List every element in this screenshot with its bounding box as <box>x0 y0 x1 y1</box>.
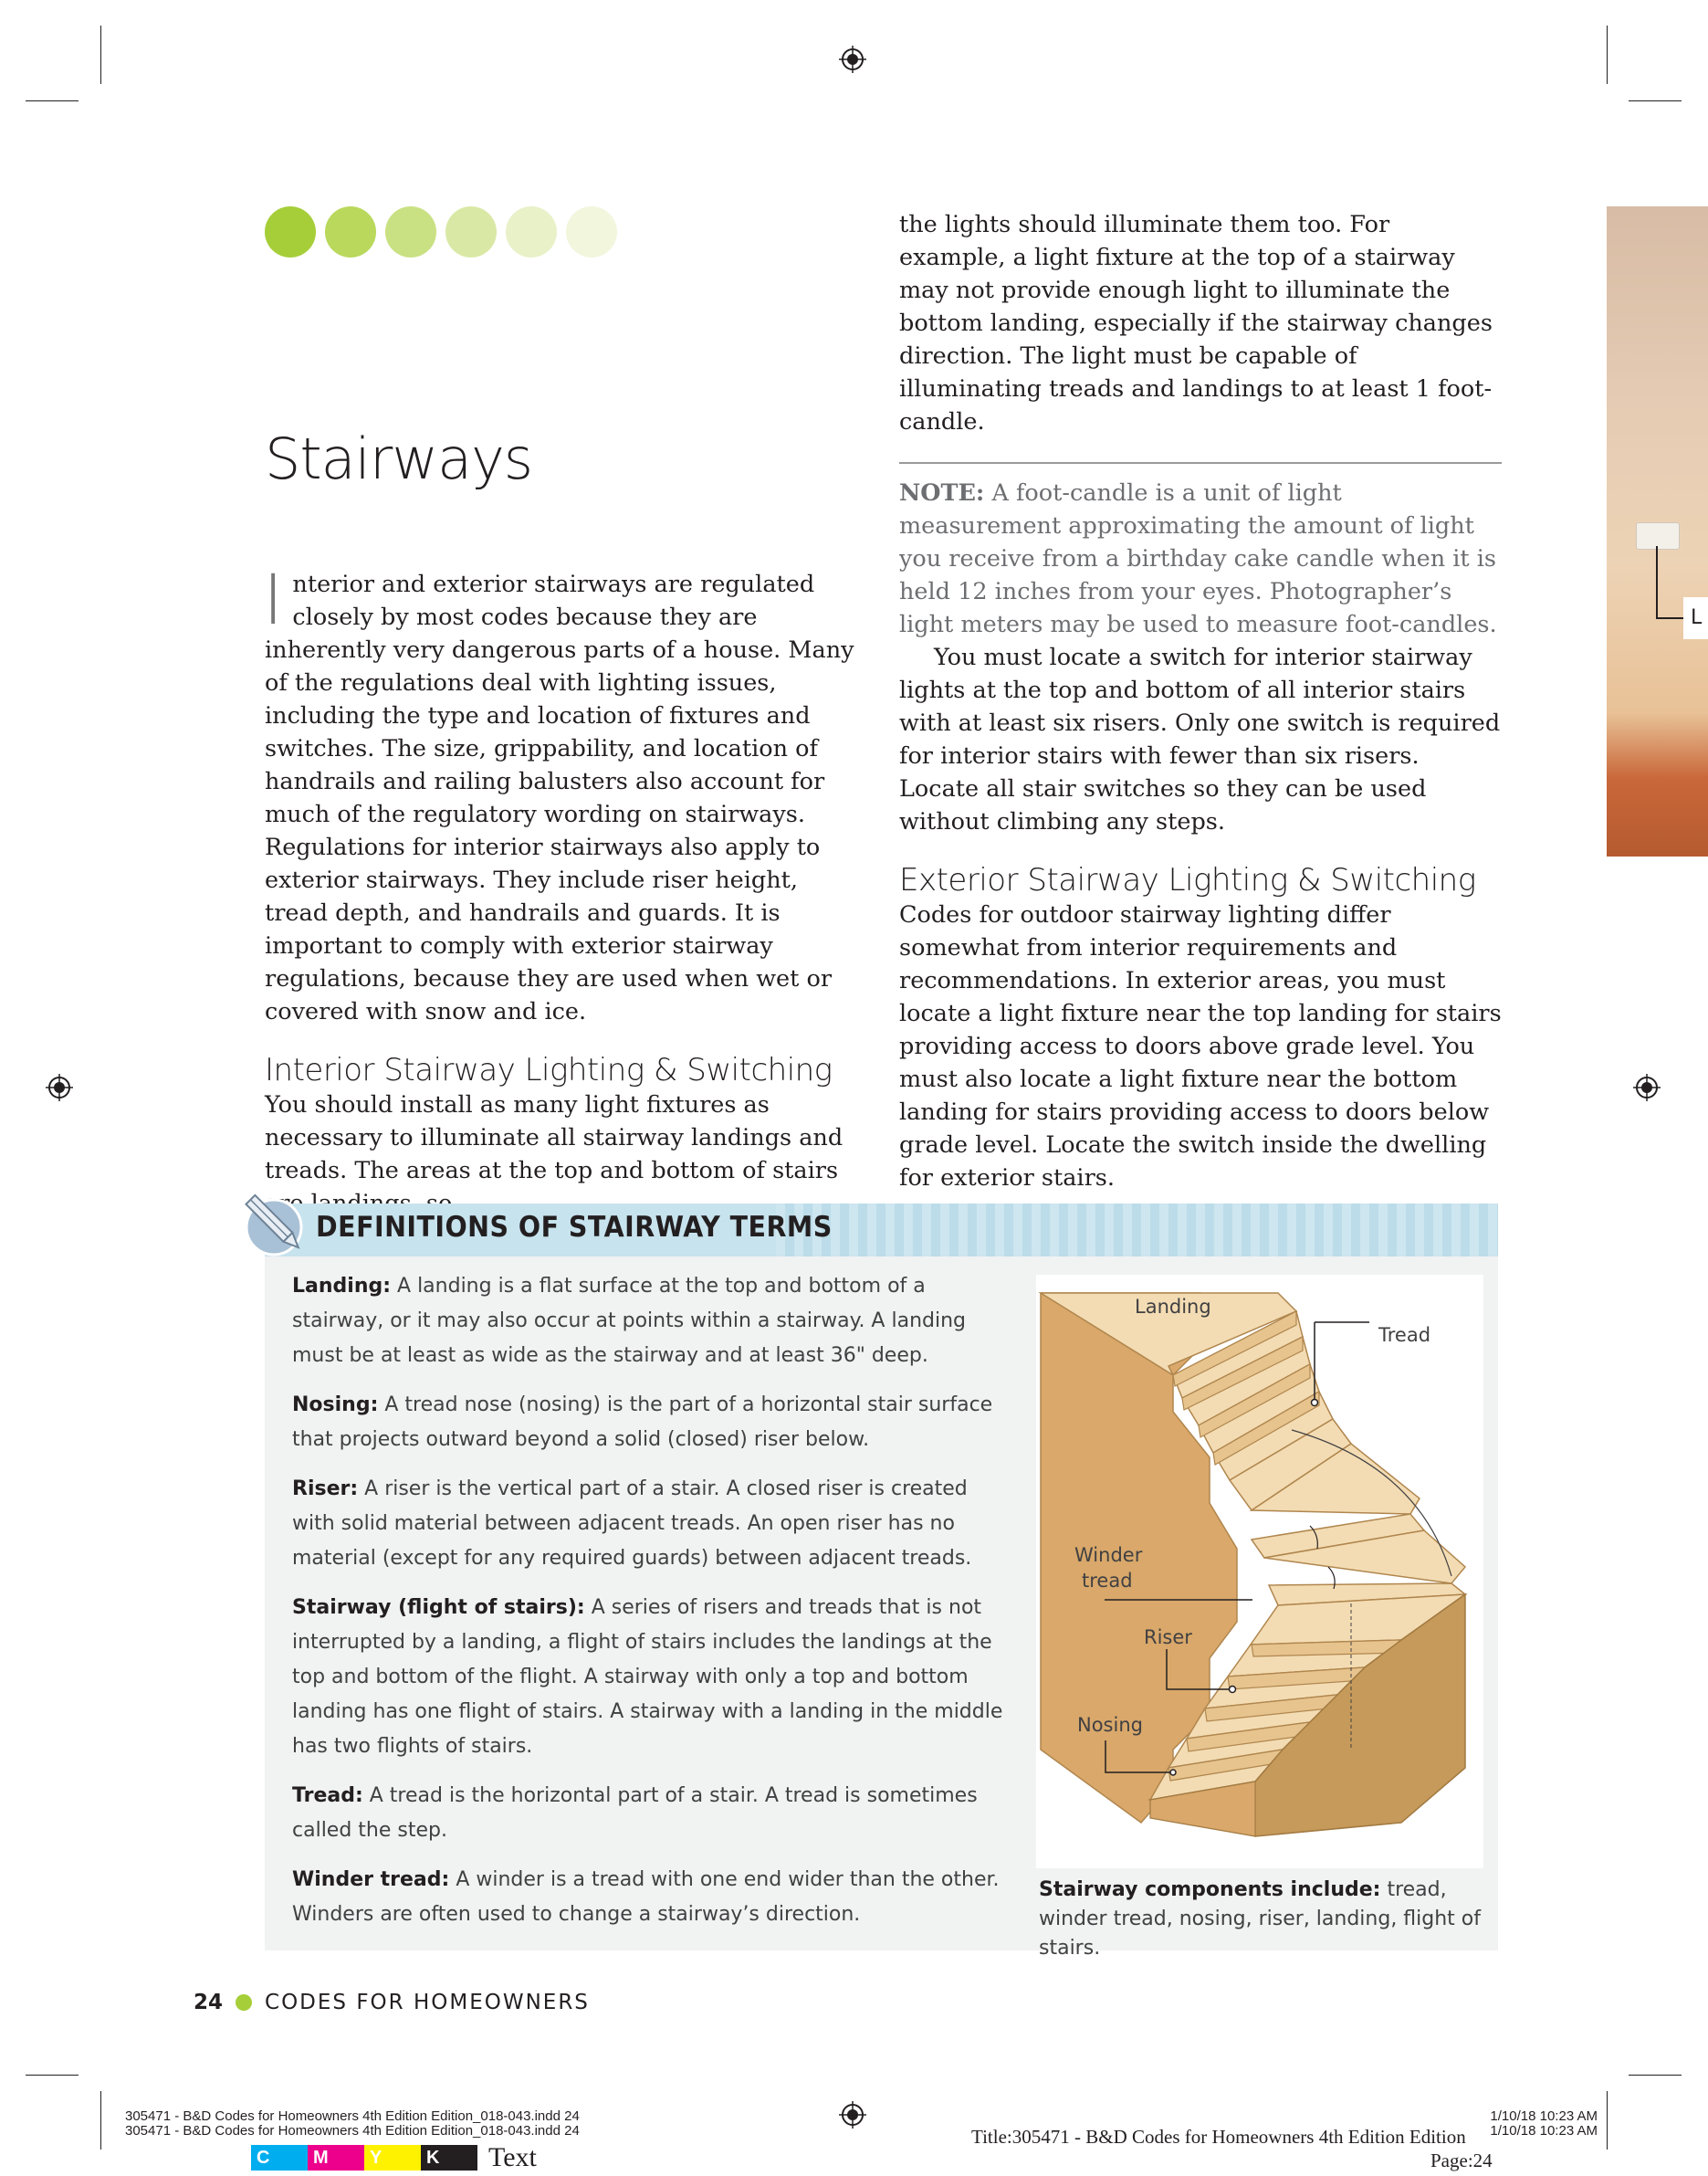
tread-callout-dot <box>1312 1400 1318 1406</box>
term-landing: Landing: <box>292 1275 392 1298</box>
diagram-caption <box>1039 1876 1486 1963</box>
crop-mark <box>1629 2075 1682 2076</box>
term-nosing: Nosing: <box>292 1393 379 1416</box>
definition-text: A tread is the horizontal part of a stair. A tread is sometimes called the step. <box>292 1784 978 1842</box>
dot-4 <box>445 206 497 258</box>
dot-1 <box>265 206 316 258</box>
definition-riser <box>292 1472 1013 1576</box>
dot-5 <box>506 206 557 258</box>
registration-mark-icon <box>1633 1074 1661 1101</box>
definition-winder-tread <box>292 1863 1013 1932</box>
label-tread: Tread <box>1378 1324 1431 1346</box>
column-left <box>263 559 867 1220</box>
dot-2 <box>325 206 376 258</box>
definition-text: A riser is the vertical part of a stair. A closed riser is created with solid material between adjacent treads. An open riser has no material (except for any required guards) between adjacent treads. <box>292 1477 972 1570</box>
nosing-callout-dot <box>1170 1770 1176 1775</box>
slug-file-line-1: 305471 - B&D Codes for Homeowners 4th Edition Edition_018-043.indd 24 <box>125 2108 580 2124</box>
note-label: NOTE: <box>899 479 985 507</box>
term-tread: Tread: <box>292 1784 363 1807</box>
stairway-diagram <box>1036 1275 1483 1868</box>
dot-3 <box>385 206 436 258</box>
swatch-text-label: Text <box>488 2142 537 2172</box>
intro-paragraph <box>263 559 867 1028</box>
registration-mark-icon <box>839 46 866 73</box>
dot-6 <box>566 206 617 258</box>
interior-paragraph-start: You should install as many light fixtures as necessary to illuminate all stairway landings and treads. The areas at the top and bottom of stairs <box>265 1091 844 1184</box>
crop-mark <box>1607 2091 1608 2150</box>
caption-text: tread, winder tread, nosing, riser, landing, flight of stairs. <box>1039 1878 1482 1960</box>
crop-mark <box>26 2075 79 2076</box>
exterior-paragraph: Codes for outdoor stairway lighting differ somewhat from interior requirements and recommendations. In exterior areas, you must locate a light fixture near the top landing for stairs providing access to doors above grade level. You must also locate a light fixture near the bottom landing for stairs providing access to doors below grade level. Locate the switch inside the dwelling for exterior stairs. <box>899 901 1502 1192</box>
slug-date-line-2: 1/10/18 10:23 AM <box>1490 2123 1598 2139</box>
slug-date-line-1: 1/10/18 10:23 AM <box>1490 2108 1598 2124</box>
crop-mark <box>1629 100 1682 101</box>
page-number: 24 <box>194 1991 224 2014</box>
definition-stairway <box>292 1591 1013 1764</box>
swatch-black: K <box>421 2145 477 2171</box>
column-right <box>899 208 1502 1194</box>
definition-text: A winder is a tread with one end wider than the other. Winders are often used to change a stairway’s direction. <box>292 1868 1000 1926</box>
photo-tab-label: L <box>1683 597 1708 639</box>
term-riser: Riser: <box>292 1477 359 1500</box>
crop-mark <box>100 2091 101 2150</box>
registration-mark-icon <box>839 2101 866 2129</box>
pencil-icon <box>239 1187 312 1260</box>
switch-plate-icon <box>1636 522 1680 550</box>
definition-text: A series of risers and treads that is not interrupted by a landing, a flight of stairs includes the landings at the top and bottom of the flight. A stairway with only a top and bottom landing has one flight of stairs. A stairway with a landing in the middle has two flights of stairs. <box>292 1596 1003 1758</box>
page-title: Stairways <box>265 426 533 492</box>
crop-mark <box>26 100 79 101</box>
term-winder-tread: Winder tread: <box>292 1868 450 1891</box>
sidebar-heading: DEFINITIONS OF STAIRWAY TERMS <box>316 1211 833 1244</box>
folio-dot <box>236 1994 252 2011</box>
callout-line <box>1656 617 1683 619</box>
definitions-list <box>292 1269 1013 1947</box>
registration-mark-icon <box>46 1074 73 1101</box>
label-nosing: Nosing <box>1077 1714 1143 1736</box>
decorative-dots <box>265 206 617 258</box>
slug-file-line-2: 305471 - B&D Codes for Homeowners 4th Edition Edition_018-043.indd 24 <box>125 2123 580 2139</box>
swatch-cyan: C <box>251 2145 308 2171</box>
print-title: Title:305471 - B&D Codes for Homeowners 4th Edition Edition <box>971 2126 1466 2148</box>
exterior-heading: Exterior Stairway Lighting & Switching <box>899 862 1476 899</box>
term-stairway: Stairway (flight of stairs): <box>292 1596 585 1619</box>
crop-mark <box>1607 26 1608 84</box>
print-page: Page:24 <box>1430 2150 1493 2171</box>
riser-callout-dot <box>1230 1687 1236 1693</box>
note-text: A foot-candle is a unit of light measurement approximating the amount of light you receive from a birthday cake candle when it is held 12 inches from your eyes. Photographer’s light meters may be used to measure foot-candles. <box>899 479 1497 638</box>
interior-paragraph-continued: the lights should illuminate them too. For example, a light fixture at the top of a stairway may not provide enough light to illuminate the bottom landing, especially if the stairway changes direction. The light must be capable of illuminating treads and landings to at least 1 foot-candle. <box>899 211 1493 436</box>
intro-text: nterior and exterior stairways are regulated closely by most codes because they are inherently very dangerous parts of a house. Many of the regulations deal with lighting issues, including the type and location of fixtures and switches. The size, grippability, and location of handrails and railing balusters also account for much of the regulatory wording on stairways. Regulations for interior stairways also apply to exterior stairways. They include riser height, tread depth, and handrails and guards. It is important to comply with exterior stairway regulations, because they are used when wet or covered with snow and ice. <box>265 571 854 1025</box>
definition-text: A landing is a flat surface at the top and bottom of a stairway, or it may also occur at points within a stairway. A landing must be at least as wide as the stairway and at least 36" deep. <box>292 1275 966 1367</box>
interior-switch-paragraph: You must locate a switch for interior stairway lights at the top and bottom of all interior stairs with at least six risers. Only one switch is required for interior stairs with fewer than six risers. Locate all stair switches so they can be used without climbing any steps. <box>899 644 1501 836</box>
definition-landing <box>292 1269 1013 1373</box>
running-title: CODES FOR HOMEOWNERS <box>265 1991 590 2014</box>
caption-bold: Stairway components include: <box>1039 1878 1381 1901</box>
label-winder-tread: tread <box>1082 1570 1133 1592</box>
crop-mark <box>100 26 101 84</box>
label-riser: Riser <box>1144 1626 1192 1648</box>
interior-heading: Interior Stairway Lighting & Switching <box>265 1052 833 1088</box>
definition-text: A tread nose (nosing) is the part of a horizontal stair surface that projects outward beyond a solid (closed) riser below. <box>292 1393 993 1451</box>
definition-tread <box>292 1779 1013 1848</box>
page-folio <box>194 1991 590 2014</box>
label-winder: Winder <box>1074 1544 1143 1566</box>
note-divider <box>899 462 1502 464</box>
color-swatches <box>251 2142 537 2173</box>
swatch-magenta: M <box>308 2145 364 2171</box>
label-landing: Landing <box>1135 1296 1211 1318</box>
swatch-yellow: Y <box>364 2145 421 2171</box>
bleed-photo <box>1607 206 1708 857</box>
callout-line <box>1656 546 1658 619</box>
definition-nosing <box>292 1388 1013 1457</box>
note-paragraph <box>899 477 1502 641</box>
drop-cap: I <box>263 559 284 640</box>
